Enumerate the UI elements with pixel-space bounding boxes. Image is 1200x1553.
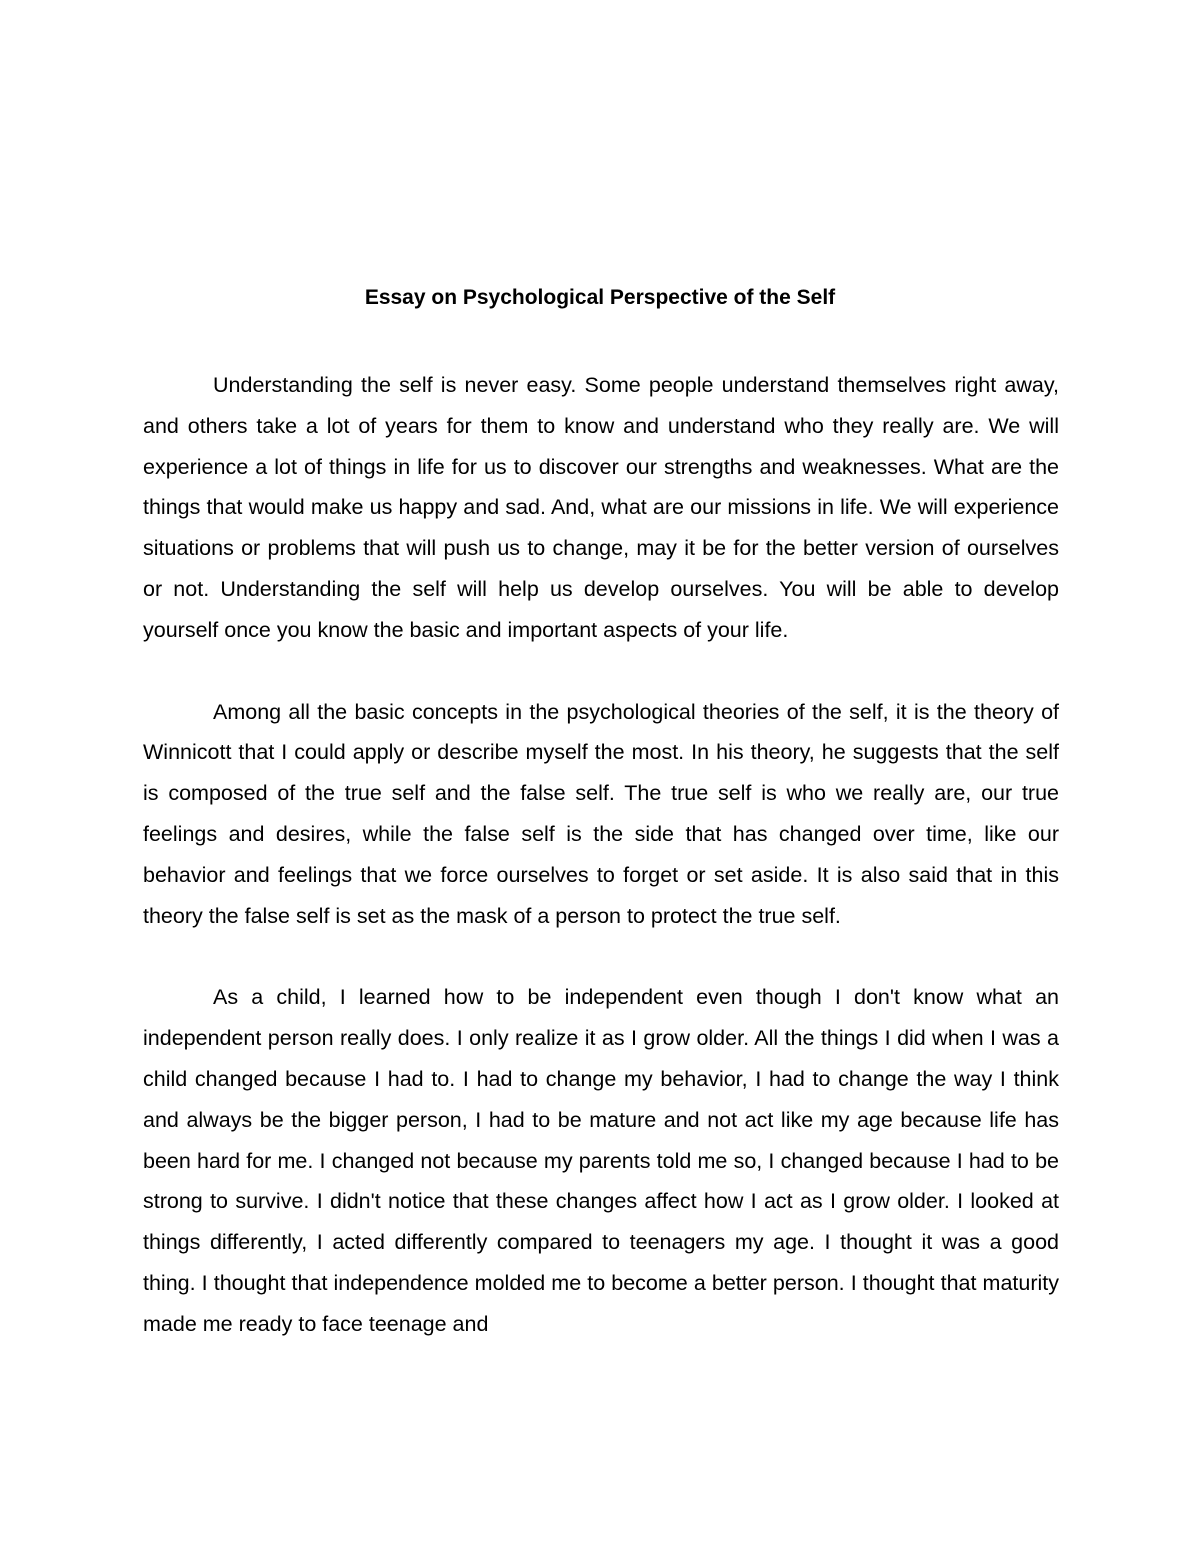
paragraph-3: As a child, I learned how to be independent even though I don't know what an independent person really does. I only realize it as I grow older. All the things I did when I was a child changed because I had to. I had to change my behavior, I had to change the way I think and always be the bigger person, I had to be mature and not act like my age because life has been hard for me. I changed not because my parents told me so, I changed because I had to be strong to survive. I didn't notice that these changes affect how I act as I grow older. I looked at things differently, I acted differently compared to teenagers my age. I thought it was a good thing. I thought that independence molded me to become a better person. I thought that maturity made me ready to face teenage and bbox=[143, 985, 1059, 1336]
paragraph-2: Among all the basic concepts in the psychological theories of the self, it is the theory of Winnicott that I could apply or describe myself the most. In his theory, he suggests that the self is composed of the true self and the false self. The true self is who we really are, our true feelings and desires, while the false self is the side that has changed over time, like our behavior and feelings that we force ourselves to forget or set aside. It is also said that in this theory the false self is set as the mask of a person to protect the true self. bbox=[143, 699, 1059, 928]
essay-title: Essay on Psychological Perspective of the Self bbox=[364, 286, 836, 309]
essay-body bbox=[143, 365, 1059, 1386]
paragraph-1: Understanding the self is never easy. Some people understand themselves right away, and others take a lot of years for them to know and understand who they really are. We will experience a lot of things in life for us to discover our strengths and weaknesses. What are the things that would make us happy and sad. And, what are our missions in life. We will experience situations or problems that will push us to change, may it be for the better version of ourselves or not. Understanding the self will help us develop ourselves. You will be able to develop yourself once you know the basic and important aspects of your life. bbox=[143, 373, 1059, 642]
